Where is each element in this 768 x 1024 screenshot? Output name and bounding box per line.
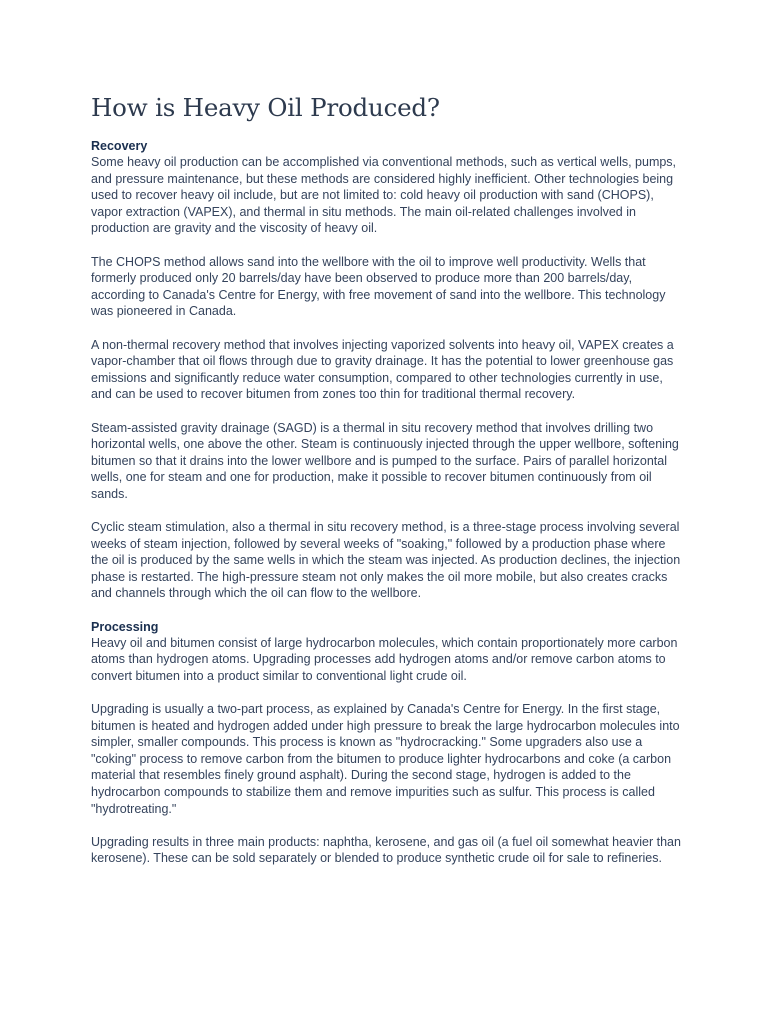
page-title: How is Heavy Oil Produced?: [91, 93, 440, 122]
section-recovery: [91, 138, 681, 602]
paragraph: Upgrading results in three main products: naphtha, kerosene, and gas oil (a fuel oil somewhat heavier than kerosene). These can be sold separately or blended to produce synthetic crude oil for sale to refineries.: [91, 834, 681, 866]
paragraph: A non-thermal recovery method that involves injecting vaporized solvents into heavy oil, VAPEX creates a vapor-chamber that oil flows through due to gravity drainage. It has the potential to lower greenhouse gas emissions and significantly reduce water consumption, compared to other technologies currently in use, and can be used to recover bitumen from zones too thin for traditional thermal recovery.: [91, 337, 674, 402]
paragraph: The CHOPS method allows sand into the wellbore with the oil to improve well productivity. Wells that formerly produced only 20 barrels/day have been observed to produce more than 200 barrels/day, according to Canada's Centre for Energy, with free movement of sand into the wellbore. This technology was pioneered in Canada.: [91, 254, 666, 319]
paragraph: Cyclic steam stimulation, also a thermal in situ recovery method, is a three-stage process involving several weeks of steam injection, followed by several weeks of "soaking," followed by a production phase where the oil is produced by the same wells in which the steam was injected. As production declines, the injection phase is restarted. The high-pressure steam not only makes the oil more mobile, but also creates cracks and channels through which the oil can flow to the wellbore.: [91, 520, 681, 601]
section-heading-processing: Processing: [91, 619, 159, 634]
document-page: [91, 93, 681, 884]
paragraph: Steam-assisted gravity drainage (SAGD) is a thermal in situ recovery method that involves drilling two horizontal wells, one above the other. Steam is continuously injected through the upper wellbore, softening bitumen so that it drains into the lower wellbore and is pumped to the surface. Pairs of parallel horizontal wells, one for steam and one for production, make it possible to recover bitumen continuously from oil sands.: [91, 420, 679, 501]
paragraph: Heavy oil and bitumen consist of large hydrocarbon molecules, which contain proportionately more carbon atoms than hydrogen atoms. Upgrading processes add hydrogen atoms and/or remove carbon atoms to convert bitumen into a product similar to conventional light crude oil.: [91, 635, 678, 683]
paragraph: Upgrading is usually a two-part process, as explained by Canada's Centre for Energy. In the first stage, bitumen is heated and hydrogen added under high pressure to break the large hydrocarbon molecules into simpler, smaller compounds. This process is known as "hydrocracking." Some upgraders also use a "coking" process to remove carbon from the bitumen to produce lighter hydrocarbons and coke (a carbon material that resembles finely ground asphalt). During the second stage, hydrogen is added to the hydrocarbon compounds to stabilize them and remove impurities such as sulfur. This process is called "hydrotreating.": [91, 702, 680, 816]
paragraph: Some heavy oil production can be accomplished via conventional methods, such as vertical wells, pumps, and pressure maintenance, but these methods are considered highly inefficient. Other technologies being used to recover heavy oil include, but are not limited to: cold heavy oil production with sand (CHOPS), vapor extraction (VAPEX), and thermal in situ methods. The main oil-related challenges involved in production are gravity and the viscosity of heavy oil.: [91, 155, 677, 236]
section-processing: [91, 619, 681, 867]
section-heading-recovery: Recovery: [91, 139, 148, 153]
